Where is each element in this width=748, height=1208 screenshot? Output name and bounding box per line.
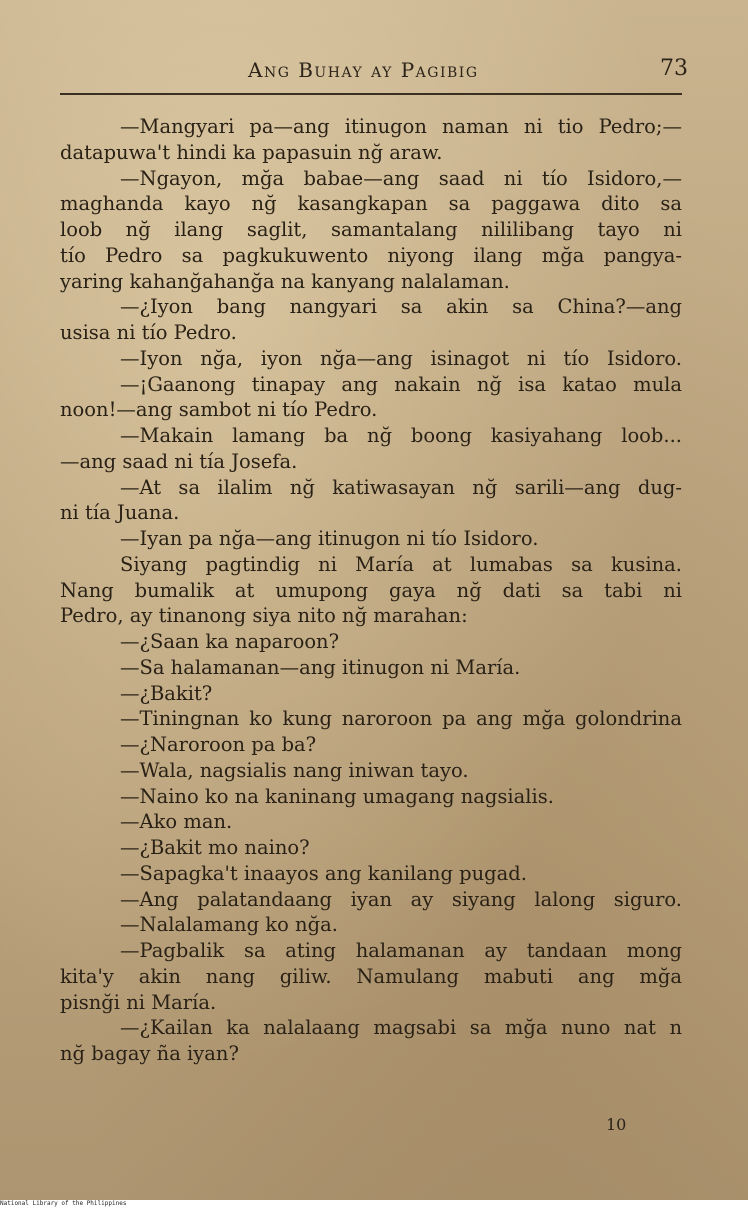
- running-head: [0, 56, 748, 86]
- text-line: —Mangyari pa—ang itinugon naman ni tio Pedro;—: [120, 115, 682, 138]
- text-line: —¡Gaanong tinapay ang nakain nğ isa katao mula: [120, 372, 682, 396]
- text-line: Pedro, ay tinanong siya nito nğ marahan:: [60, 604, 468, 628]
- text-line: —¿Naroroon pa ba?: [120, 733, 317, 756]
- text-line: —Sapagka't inaayos ang kanilang pugad.: [120, 861, 527, 885]
- text-line: —¿Saan ka naparoon?: [120, 630, 340, 653]
- text-line: pisnği ni María.: [60, 990, 217, 1014]
- page-number: 73: [660, 56, 688, 81]
- text-line: noon!—ang sambot ni tío Pedro.: [60, 398, 378, 422]
- text-line: —¿Bakit mo naino?: [120, 836, 310, 859]
- text-line: —¿Kailan ka nalalaang magsabi sa mğa nuno nat n: [120, 1016, 682, 1040]
- running-title: Ang Buhay ay Pagibig: [248, 58, 479, 82]
- header-rule: [60, 93, 682, 95]
- text-line: yaring kahanğahanğa na kanyang nalalaman.: [60, 269, 510, 293]
- text-line: —Ngayon, mğa babae—ang saad ni tío Isidoro,—: [120, 166, 682, 190]
- text-line: —Iyan pa nğa—ang itinugon ni tío Isidoro.: [120, 527, 539, 550]
- text-line: —At sa ilalim nğ katiwasayan nğ sarili—ang dug-: [120, 475, 682, 499]
- text-line: usisa ni tío Pedro.: [60, 321, 237, 344]
- text-line: —¿Bakit?: [120, 681, 213, 705]
- text-line: Nang bumalik at umupong gaya nğ dati sa tabi ni: [60, 578, 682, 602]
- body-text: [60, 114, 682, 1067]
- text-line: datapuwa't hindi ka papasuin nğ araw.: [60, 140, 443, 164]
- text-line: Siyang pagtindig ni María at lumabas sa kusina.: [120, 552, 682, 576]
- text-line: tío Pedro sa pagkukuwento niyong ilang mğa pangya-: [60, 243, 682, 267]
- text-line: —Tiningnan ko kung naroroon pa ang mğa golondrina: [120, 707, 682, 731]
- footer-credit: National Library of the Philippines: [0, 1200, 127, 1207]
- text-line: kita'y akin nang giliw. Namulang mabuti ang mğa: [60, 964, 682, 988]
- text-line: —Iyon nğa, iyon nğa—ang isinagot ni tío Isidoro.: [120, 346, 682, 370]
- text-line: loob nğ ilang saglit, samantalang nililibang tayo ni: [60, 218, 682, 241]
- text-line: —Sa halamanan—ang itinugon ni María.: [120, 655, 521, 679]
- signature-mark: 10: [606, 1115, 627, 1134]
- text-line: —ang saad ni tía Josefa.: [60, 449, 298, 473]
- text-line: nğ bagay ña iyan?: [60, 1042, 239, 1065]
- text-line: ni tía Juana.: [60, 501, 180, 525]
- text-line: —Ako man.: [120, 810, 233, 834]
- text-line: —Ang palatandaang iyan ay siyang lalong siguro.: [120, 887, 682, 911]
- text-line: —Naino ko na kaninang umagang nagsialis.: [120, 784, 554, 808]
- text-line: —Wala, nagsialis nang iniwan tayo.: [120, 758, 469, 782]
- text-line: —Nalalamang ko nğa.: [120, 913, 338, 937]
- text-line: —¿Iyon bang nangyari sa akin sa China?—ang: [120, 295, 682, 319]
- text-line: —Pagbalik sa ating halamanan ay tandaan mong: [120, 939, 682, 962]
- text-line: maghanda kayo nğ kasangkapan sa paggawa dito sa: [60, 192, 682, 216]
- text-line: —Makain lamang ba nğ boong kasiyahang loob...: [120, 424, 682, 447]
